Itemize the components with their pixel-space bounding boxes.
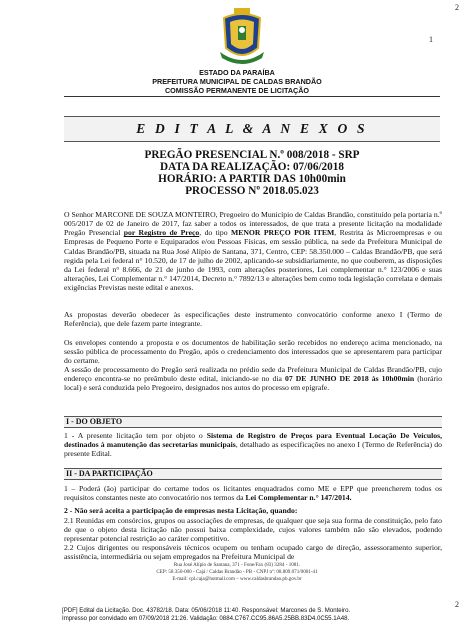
header-prefecture: PREFEITURA MUNICIPAL DE CALDAS BRANDÃO xyxy=(152,77,322,86)
footer-cnpj: CEP: 58.350-000 - Cajá / Caldas Brandão - PB - CNPJ nº: 08.809.071/0001-41 xyxy=(156,569,318,575)
title-date: DATA DA REALIZAÇÃO: 07/06/2018 xyxy=(160,161,344,173)
section-objeto-text: 1 - A presente licitação tem por objeto o Sistema de Registro de Preços para Eventual Locação De Veículos, destinados à manutenção das secretarias municipais, detalhado as especificações no anexo I (Termo de Referência) do presente Edital. xyxy=(64,431,442,459)
section-objeto-heading: I - DO OBJETO xyxy=(64,416,442,428)
title-time: HORÁRIO: A PARTIR DAS 10h00min xyxy=(158,173,346,185)
municipal-crest-logo xyxy=(218,8,266,66)
header-rule xyxy=(64,96,440,97)
edital-banner-text: E D I T A L & A N E X O S xyxy=(136,121,368,136)
lei-complementar-emphasis: Lei Complementar n.° 147/2014. xyxy=(245,493,352,503)
title-pregao: PREGÃO PRESENCIAL N.º 008/2018 - SRP xyxy=(144,149,360,161)
participacao-item-2-2: 2.2 Cujos dirigentes ou responsáveis técnicos ocupem ou tenham ocupado cargo de direção, assessoramento superior, assistência, intermediária ou sejam empregados na Prefeitura Municipal de xyxy=(64,543,442,562)
intro-paragraph-3: Os envelopes contendo a proposta e os documentos de habilitação serão recebidos no endereço acima mencionado, na sessão pública de processamento do Pregão, após o credenciamento dos interessados que se apresentarem para participar do certame. xyxy=(64,338,442,366)
intro-paragraph-4: A sessão de processamento do Pregão será realizada no prédio sede da Prefeitura Municipal de Caldas Brandão/PB, cujo endereço encontra-se no preâmbulo deste edital, iniciando-se no dia 07 DE JUNHO DE 2018 às 10h00min (horário local) e será conduzida pelo Pregoeiro, designados nos autos do processo em epígrafe. xyxy=(64,365,443,393)
participacao-paragraph-1: 1 – Poderá (ão) participar do certame todos os licitantes enquadrados como ME e EPP que preencherem todos os requisitos constantes neste ato convocatório nos termos da Lei Complementar n.° 147/2014. xyxy=(64,484,442,503)
menor-preco-emphasis: MENOR PREÇO POR ITEM xyxy=(231,228,335,238)
header-state: ESTADO DA PARAÍBA xyxy=(199,68,275,77)
page-number-top: 1 xyxy=(429,35,433,44)
pdf-meta-line-2: Impresso por convidado em 07/09/2018 21:26. Validação: 0884.C767.CC95.86A5.25BB.83D4.0C55.1A48. xyxy=(62,615,350,622)
page-number-corner: 2 xyxy=(455,3,459,12)
header-commission: COMISSÃO PERMANENTE DE LICITAÇÃO xyxy=(164,86,310,95)
page-number-bottom: 2 xyxy=(455,600,459,609)
session-date-emphasis: 07 DE JUNHO DE 2018 às 10h00min xyxy=(284,374,415,384)
intro-paragraph-1: O Senhor MARCONE DE SOUZA MONTEIRO, Pregoeiro do Município de Caldas Brandão, constituído pela portaria n.º 005/2017 de 02 de Janeiro de 2017, faz saber a todos os interessados, de que trata a presente licitação na modalidade Pregão Presencial por Registro de Preço, do tipo MENOR PREÇO POR ITEM, Restrita às Microempresas e ou Empresas de Pequeno Porte e Equiparados e/ou Pessoas Físicas, em sessão pública, na sede da Prefeitura Municipal de Caldas Brandão/PB, situada na Rua José Alípio de Santana, 371, Centro, CEP: 58.350.000 – Caldas Brandão/PB, que será regida pela Lei federal n° 10.520, de 17 de julho de 2002, aplicando-se subsidiariamente, no que couberem, as disposições da Lei federal n° 8.666, de 21 de junho de 1993, com alterações posteriores, Lei complementar n.° 123/2006 e suas alterações, Lei Complementar n.° 147/2014, Decreto n.° 7892/13 e alterações bem como toda legislação correlata e demais exigências Previstas neste edital e anexos. xyxy=(64,210,442,293)
objeto-emphasis: Sistema de Registro de Preços para Eventual Locação De Veículos, destinados à manutenção das secretarias municipais xyxy=(64,431,442,450)
intro-paragraph-2: As propostas deverão obedecer às especificações deste instrumento convocatório conforme anexo I (Termo de Referência), que dele fazem parte integrante. xyxy=(64,310,442,329)
footer-contact: E-mail: cpl.caja@hotmail.com – www.caldasbrandao.pb.gov.br xyxy=(172,576,302,582)
title-process: PROCESSO Nº 2018.05.023 xyxy=(185,185,319,197)
pdf-meta-line-1: [PDF] Edital da Licitação. Doc. 43782/18. Data: 05/06/2018 11:40. Responsável: Marcones de S. Monteiro. xyxy=(62,607,351,614)
footer-address: Rua José Alípio de Santana, 371 - Fone/Fax (83) 3284 - 1081. xyxy=(173,562,301,568)
edital-banner xyxy=(64,116,440,142)
registro-preco-emphasis: por Registro de Preço xyxy=(123,228,200,238)
participacao-item-2-1: 2.1 Reunidas em consórcios, grupos ou associações de empresas, de qualquer que seja sua forma de constituição, pelo fato de que o objeto desta licitação não possui baixa complexidade, cujos valores também não são elevados, podendo representar potencial restrição ao caráter competitivo. xyxy=(64,516,442,544)
participacao-restriction-heading: 2 - Não será aceita a participação de empresas nesta Licitação, quando: xyxy=(64,506,298,515)
section-participacao-heading: II - DA PARTICIPAÇÃO xyxy=(64,468,442,480)
